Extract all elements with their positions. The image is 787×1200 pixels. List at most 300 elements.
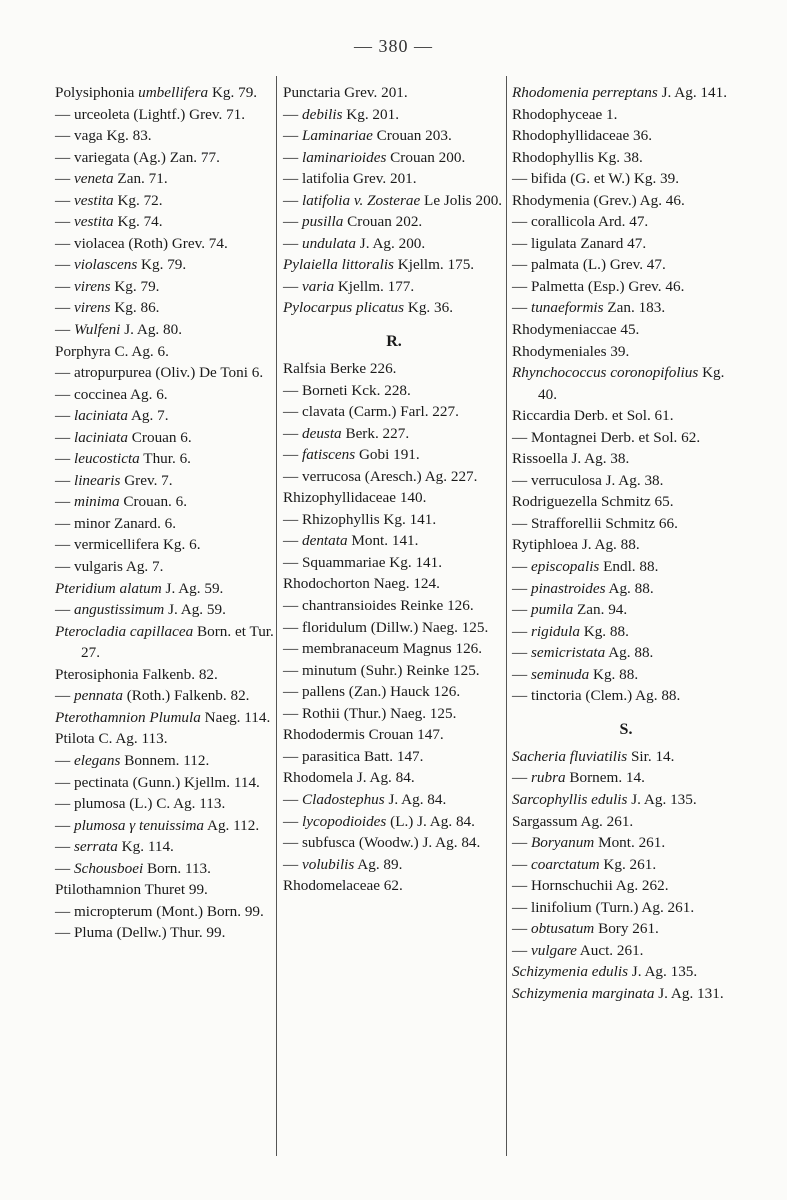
entry-text: Ralfsia Berke 226. <box>283 360 397 378</box>
entry-text: — <box>283 855 302 873</box>
index-entry <box>283 530 505 552</box>
index-entry <box>512 897 740 919</box>
entry-text: — Hornschuchii Ag. 262. <box>512 877 669 895</box>
entry-text: Zan. 71. <box>113 170 168 188</box>
entry-text: — parasitica Batt. 147. <box>283 747 424 765</box>
index-entry <box>283 125 505 147</box>
entry-text: Thur. 6. <box>139 450 191 468</box>
entry-text: Polysiphonia <box>55 84 139 101</box>
index-entry <box>512 82 740 104</box>
index-entry <box>283 211 505 233</box>
entry-text: Porphyra C. Ag. 6. <box>55 342 169 360</box>
entry-text: — verrucosa (Aresch.) Ag. 227. <box>283 467 478 485</box>
index-entry <box>55 297 277 319</box>
entry-text: — chantransioides Reinke 126. <box>283 597 474 615</box>
entry-text: S. <box>619 720 633 738</box>
entry-text: Rodriguezella Schmitz 65. <box>512 493 674 511</box>
index-entry <box>283 168 505 190</box>
index-entry <box>512 147 740 169</box>
entry-text: — corallicola Ard. 47. <box>512 213 649 231</box>
index-entry <box>512 405 740 427</box>
index-entry <box>283 573 505 595</box>
index-entry <box>512 104 740 126</box>
index-entry <box>512 448 740 470</box>
entry-text: — minutum (Suhr.) Reinke 125. <box>283 661 480 679</box>
entry-text: J. Ag. 84. <box>384 790 447 808</box>
entry-text: — <box>283 790 302 808</box>
entry-text: — <box>512 299 531 317</box>
index-entry <box>283 444 505 466</box>
index-entry <box>283 297 505 319</box>
entry-text: Kg. 79. <box>137 256 187 274</box>
entry-italic-name: fatiscens <box>301 446 356 464</box>
entry-text: Rhodophyllidaceae 36. <box>512 127 653 145</box>
entry-italic-name: serrata <box>73 838 118 856</box>
index-entry <box>512 789 740 811</box>
index-entry <box>283 789 505 811</box>
entry-text: — floridulum (Dillw.) Naeg. 125. <box>283 618 489 636</box>
index-entry <box>512 811 740 833</box>
index-entry <box>55 384 277 406</box>
entry-text: — <box>512 622 531 640</box>
entry-text: — <box>512 601 531 619</box>
entry-italic-name: laminarioides <box>301 148 387 166</box>
entry-text: — <box>55 428 74 446</box>
entry-text: — <box>512 644 531 662</box>
entry-text: — membranaceum Magnus 126. <box>283 640 483 658</box>
index-entry <box>55 276 277 298</box>
entry-text: J. Ag. 59. <box>161 579 224 597</box>
entry-text: — tinctoria (Clem.) Ag. 88. <box>512 687 681 705</box>
entry-italic-name: minima <box>73 493 120 511</box>
entry-text: Kg. 88. <box>589 665 639 683</box>
entry-text: R. <box>386 333 402 351</box>
index-entry <box>283 276 505 298</box>
entry-text: Zan. 94. <box>573 601 628 619</box>
entry-italic-name: deusta <box>301 424 342 442</box>
entry-italic-name: virens <box>73 277 111 295</box>
entry-text: — pallens (Zan.) Hauck 126. <box>283 683 461 701</box>
entry-text: Kg. 88. <box>579 622 629 640</box>
entry-italic-name: Pterocladia capillacea <box>55 622 194 640</box>
entry-text: Rhodomela J. Ag. 84. <box>283 769 415 787</box>
entry-italic-name: dentata <box>301 532 348 550</box>
entry-text: — ligulata Zanard 47. <box>512 234 647 252</box>
index-entry <box>512 233 740 255</box>
index-entry <box>512 427 740 449</box>
entry-text: Bonnem. 112. <box>120 751 210 769</box>
entry-text: — <box>283 532 302 550</box>
entry-text: — <box>55 191 74 209</box>
entry-text: Ag. 7. <box>127 407 169 425</box>
entry-text: Bornem. 14. <box>565 769 645 787</box>
entry-text: Pterosiphonia Falkenb. 82. <box>55 665 218 683</box>
index-entry <box>55 621 277 664</box>
index-entry <box>283 82 505 104</box>
section-letter-heading <box>283 332 505 352</box>
index-entry <box>512 254 740 276</box>
entry-text: — <box>283 105 302 123</box>
entry-text: — <box>55 601 74 619</box>
index-entry <box>55 707 277 729</box>
entry-italic-name: Rhynchococcus coronopifolius <box>512 364 699 382</box>
index-entry <box>512 918 740 940</box>
entry-text: — <box>512 769 531 787</box>
entry-text: — <box>283 191 302 209</box>
entry-text: — <box>55 321 74 339</box>
entry-text: — <box>55 170 74 188</box>
index-entry <box>55 879 277 901</box>
entry-italic-name: pennata <box>73 687 123 705</box>
entry-text: — Squammariae Kg. 141. <box>283 553 443 571</box>
entry-text: Endl. 88. <box>599 558 659 576</box>
entry-text: Kg. 261. <box>599 855 657 873</box>
index-entry <box>55 534 277 556</box>
index-entry <box>55 211 277 233</box>
index-entry <box>512 556 740 578</box>
index-entry <box>512 125 740 147</box>
entry-text: — <box>55 751 74 769</box>
index-entry <box>512 513 740 535</box>
entry-text: — vulgaris Ag. 7. <box>55 558 164 576</box>
entry-text: Rytiphloea J. Ag. 88. <box>512 536 640 554</box>
entry-text: J. Ag. 80. <box>120 321 182 339</box>
entry-text: — <box>283 213 302 231</box>
index-entry <box>55 362 277 384</box>
column-divider-2 <box>506 76 507 1156</box>
entry-text: Ag. 112. <box>204 816 260 834</box>
index-entry <box>55 772 277 794</box>
entry-text: (L.) J. Ag. 84. <box>386 812 475 830</box>
index-entry <box>283 617 505 639</box>
entry-text: J. Ag. 200. <box>356 234 426 252</box>
entry-italic-name: Boryanum <box>530 834 595 852</box>
entry-text: — <box>512 579 531 597</box>
entry-italic-name: Pteridium alatum <box>55 579 162 597</box>
entry-italic-name: seminuda <box>530 665 590 683</box>
index-entry <box>55 470 277 492</box>
index-entry <box>283 595 505 617</box>
index-entry <box>512 746 740 768</box>
index-entry <box>512 875 740 897</box>
entry-text: Rhodymeniaccae 45. <box>512 321 640 339</box>
entry-italic-name: Wulfeni <box>73 321 121 339</box>
entry-text: — <box>55 816 74 834</box>
entry-text: Bory 261. <box>594 920 659 938</box>
entry-text: — vaga Kg. 83. <box>55 127 152 145</box>
index-entry <box>512 854 740 876</box>
index-entry <box>283 638 505 660</box>
index-entry <box>55 319 277 341</box>
entry-text: — pectinata (Gunn.) Kjellm. 114. <box>55 773 260 791</box>
entry-italic-name: Schizymenia marginata <box>512 984 655 1002</box>
entry-text: Crouan 6. <box>127 428 192 446</box>
entry-text: Ag. 88. <box>605 644 654 662</box>
entry-text: — <box>55 687 74 705</box>
entry-text: — <box>512 834 531 852</box>
index-entry <box>55 513 277 535</box>
entry-text: Sir. 14. <box>627 747 675 765</box>
index-entry <box>55 448 277 470</box>
entry-italic-name: linearis <box>73 471 121 489</box>
entry-text: Ptilothamnion Thuret 99. <box>55 881 208 899</box>
index-column-1 <box>55 82 277 944</box>
entry-text: Ag. 88. <box>605 579 654 597</box>
index-entry <box>283 401 505 423</box>
entry-text: — Strafforellii Schmitz 66. <box>512 514 678 532</box>
index-entry <box>55 750 277 772</box>
index-entry <box>512 168 740 190</box>
entry-text: — Pluma (Dellw.) Thur. 99. <box>55 924 226 942</box>
entry-text: — <box>283 148 302 166</box>
entry-text: — <box>55 838 74 856</box>
page-number: — 380 — <box>354 36 433 56</box>
entry-italic-name: Sacheria fluviatilis <box>512 747 628 765</box>
index-entry <box>512 621 740 643</box>
entry-text: Kg. 114. <box>117 838 174 856</box>
entry-text: — <box>283 446 302 464</box>
entry-text: — <box>283 127 302 145</box>
entry-text: — linifolium (Turn.) Ag. 261. <box>512 898 695 916</box>
entry-text: — <box>512 855 531 873</box>
entry-text: — <box>55 299 74 317</box>
index-entry <box>55 190 277 212</box>
entry-text: — <box>512 941 531 959</box>
index-entry <box>55 82 277 104</box>
entry-text: Kjellm. 175. <box>393 256 475 274</box>
entry-italic-name: Schizymenia edulis <box>512 963 628 981</box>
index-entry <box>283 552 505 574</box>
entry-text: Mont. 141. <box>347 532 419 550</box>
entry-text: Kg. 79. <box>110 277 160 295</box>
entry-text: (Roth.) Falkenb. 82. <box>122 687 250 705</box>
entry-text: J. Ag. 135. <box>628 963 698 981</box>
index-entry <box>512 578 740 600</box>
entry-text: — <box>512 665 531 683</box>
index-entry <box>512 190 740 212</box>
index-entry <box>283 487 505 509</box>
entry-text: Berk. 227. <box>341 424 410 442</box>
entry-italic-name: Schousboei <box>73 859 144 877</box>
index-entry <box>55 125 277 147</box>
index-entry <box>512 319 740 341</box>
entry-italic-name: Pylaiella littoralis <box>283 256 394 274</box>
entry-italic-name: episcopalis <box>530 558 600 576</box>
entry-italic-name: vulgare <box>530 941 577 959</box>
entry-text: Gobi 191. <box>355 446 420 464</box>
entry-italic-name: coarctatum <box>530 855 600 873</box>
entry-text: Kjellm. 177. <box>334 277 415 295</box>
index-entry <box>512 276 740 298</box>
index-entry <box>283 811 505 833</box>
entry-text: Kg. 36. <box>404 299 453 317</box>
entry-italic-name: semicristata <box>530 644 606 662</box>
entry-text: Kg. 86. <box>110 299 160 317</box>
index-entry <box>512 211 740 233</box>
index-entry <box>283 380 505 402</box>
entry-italic-name: Cladostephus <box>301 790 385 808</box>
index-entry <box>512 940 740 962</box>
entry-italic-name: laciniata <box>73 428 128 446</box>
entry-text: — Montagnei Derb. et Sol. 62. <box>512 428 701 446</box>
index-entry <box>55 901 277 923</box>
entry-italic-name: debilis <box>301 105 343 123</box>
entry-italic-name: rubra <box>530 769 566 787</box>
index-entry <box>283 681 505 703</box>
section-letter-heading <box>512 720 740 740</box>
index-entry <box>283 190 505 212</box>
index-entry <box>512 341 740 363</box>
entry-text: — <box>55 450 74 468</box>
entry-text: — subfusca (Woodw.) J. Ag. 84. <box>283 834 481 852</box>
index-entry <box>283 660 505 682</box>
index-entry <box>55 341 277 363</box>
index-entry <box>283 854 505 876</box>
entry-text: Mont. 261. <box>594 834 666 852</box>
entry-text: Riccardia Derb. et Sol. 61. <box>512 407 674 425</box>
entry-text: Ptilota C. Ag. 113. <box>55 730 168 748</box>
entry-text: — variegata (Ag.) Zan. 77. <box>55 148 220 166</box>
entry-text: — <box>512 920 531 938</box>
entry-text: Born. et Tur. 27. <box>81 622 274 662</box>
entry-text: — <box>283 812 302 830</box>
entry-text: Grev. 7. <box>120 471 173 489</box>
index-entry <box>512 664 740 686</box>
entry-text: — coccinea Ag. 6. <box>55 385 168 403</box>
entry-italic-name: obtusatum <box>530 920 595 938</box>
entry-text: Rhodomelaceae 62. <box>283 877 403 895</box>
index-entry <box>55 254 277 276</box>
entry-text: — palmata (L.) Grev. 47. <box>512 256 666 274</box>
entry-text: J. Ag. 131. <box>654 984 724 1002</box>
entry-text: Born. 113. <box>143 859 211 877</box>
entry-text: Kg. 40. <box>538 364 725 403</box>
entry-text: — <box>55 277 74 295</box>
entry-italic-name: elegans <box>73 751 121 769</box>
entry-text: Punctaria Grev. 201. <box>283 84 408 101</box>
entry-text: — bifida (G. et W.) Kg. 39. <box>512 170 680 188</box>
entry-text: — Rothii (Thur.) Naeg. 125. <box>283 704 457 722</box>
index-entry <box>283 233 505 255</box>
entry-text: Auct. 261. <box>576 941 644 959</box>
entry-text: Rissoella J. Ag. 38. <box>512 450 630 468</box>
entry-italic-name: pinastroides <box>530 579 606 597</box>
entry-text: — <box>55 407 74 425</box>
entry-italic-name: veneta <box>73 170 114 188</box>
entry-text: — Borneti Kck. 228. <box>283 381 411 399</box>
index-entry <box>55 664 277 686</box>
entry-italic-name: laciniata <box>73 407 128 425</box>
index-entry <box>55 233 277 255</box>
index-entry <box>512 297 740 319</box>
entry-text: — <box>55 493 74 511</box>
index-entry <box>283 724 505 746</box>
entry-italic-name: plumosa γ tenuissima <box>73 816 205 834</box>
index-entry <box>55 793 277 815</box>
entry-text: — plumosa (L.) C. Ag. 113. <box>55 795 226 813</box>
entry-text: — clavata (Carm.) Farl. 227. <box>283 403 459 421</box>
entry-italic-name: rigidula <box>530 622 580 640</box>
entry-text: Crouan 200. <box>386 148 466 166</box>
index-entry <box>283 509 505 531</box>
index-entry <box>283 254 505 276</box>
index-entry <box>512 983 740 1005</box>
entry-text: Zan. 183. <box>603 299 666 317</box>
entry-text: — <box>55 859 74 877</box>
index-entry <box>283 423 505 445</box>
entry-text: J. Ag. 141. <box>657 84 728 101</box>
index-entry <box>283 104 505 126</box>
entry-italic-name: virens <box>73 299 111 317</box>
entry-italic-name: latifolia v. Zosterae <box>301 191 421 209</box>
index-entry <box>55 815 277 837</box>
index-column-2 <box>283 82 505 897</box>
entry-italic-name: umbellifera <box>138 84 209 101</box>
entry-text: — urceoleta (Lightf.) Grev. 71. <box>55 105 246 123</box>
index-entry <box>512 470 740 492</box>
entry-text: — <box>283 424 302 442</box>
index-entry <box>512 534 740 556</box>
entry-text: Kg. 72. <box>113 191 163 209</box>
index-entry <box>55 728 277 750</box>
entry-text: Crouan 202. <box>343 213 423 231</box>
entry-text: — violacea (Roth) Grev. 74. <box>55 234 228 252</box>
entry-text: Kg. 201. <box>342 105 400 123</box>
entry-text: — vermicellifera Kg. 6. <box>55 536 201 554</box>
entry-text: — verruculosa J. Ag. 38. <box>512 471 664 489</box>
entry-text: — <box>512 558 531 576</box>
entry-text: J. Ag. 135. <box>627 790 697 808</box>
index-entry <box>283 703 505 725</box>
entry-text: Rhododermis Crouan 147. <box>283 726 444 744</box>
entry-text: J. Ag. 59. <box>164 601 226 619</box>
index-entry <box>55 685 277 707</box>
index-entry <box>512 685 740 707</box>
entry-text: — latifolia Grev. 201. <box>283 170 417 188</box>
index-entry <box>512 362 740 405</box>
entry-italic-name: lycopodioides <box>301 812 387 830</box>
index-entry <box>55 427 277 449</box>
index-entry <box>55 168 277 190</box>
index-entry <box>283 358 505 380</box>
entry-text: — <box>55 213 74 231</box>
entry-text: Rhodophyllis Kg. 38. <box>512 148 643 166</box>
entry-text: — <box>55 256 74 274</box>
index-entry <box>512 599 740 621</box>
index-entry <box>283 875 505 897</box>
entry-text: — Rhizophyllis Kg. 141. <box>283 510 437 528</box>
entry-italic-name: vestita <box>73 213 114 231</box>
entry-italic-name: volubilis <box>301 855 355 873</box>
entry-italic-name: Laminariae <box>301 127 373 145</box>
index-entry <box>283 746 505 768</box>
entry-italic-name: Sarcophyllis edulis <box>512 790 628 808</box>
entry-italic-name: angustissimum <box>73 601 165 619</box>
entry-text: Rhodochorton Naeg. 124. <box>283 575 440 593</box>
entry-text: Ag. 89. <box>354 855 403 873</box>
index-entry <box>55 922 277 944</box>
entry-text: Rhodymenia (Grev.) Ag. 46. <box>512 191 685 209</box>
entry-text: Naeg. 114. <box>200 708 271 726</box>
entry-text: Crouan. 6. <box>119 493 188 511</box>
index-entry <box>55 147 277 169</box>
index-entry <box>55 491 277 513</box>
index-entry <box>55 104 277 126</box>
index-entry <box>512 767 740 789</box>
entry-italic-name: Pylocarpus plicatus <box>283 299 405 317</box>
index-entry <box>55 556 277 578</box>
index-entry <box>283 832 505 854</box>
